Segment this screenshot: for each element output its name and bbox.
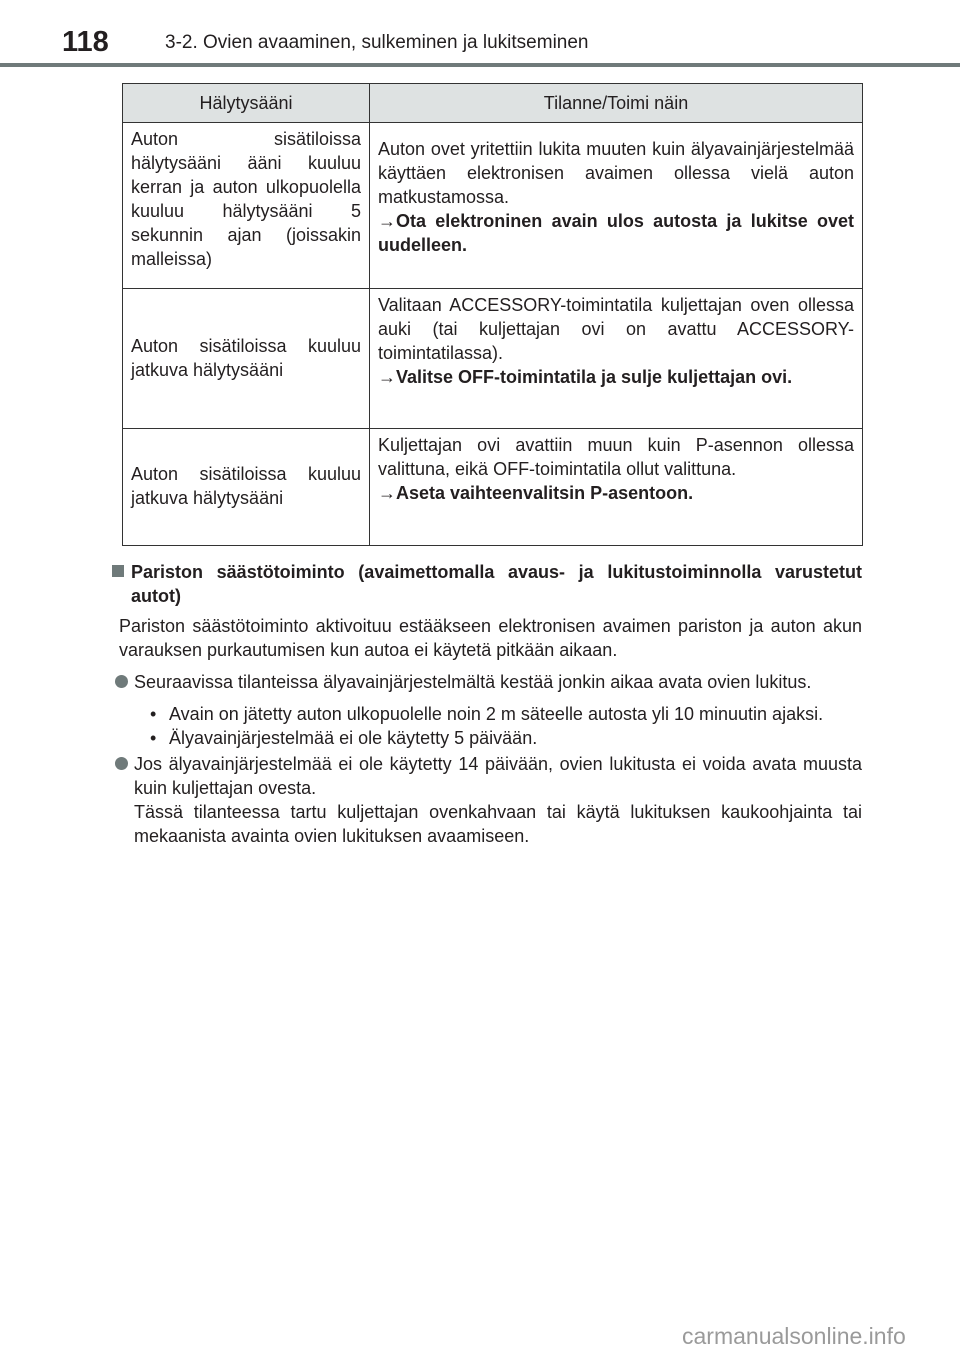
action-text: →Valitse OFF-toimintatila ja sulje kuljettajan ovi. bbox=[378, 367, 793, 387]
watermark: carmanualsonline.info bbox=[682, 1323, 906, 1349]
sub-bullet-text: Avain on jätetty auton ulkopuolelle noin 2 m säteelle autosta yli 10 minuutin ajaksi. bbox=[169, 704, 824, 724]
action-text: →Aseta vaihteenvalitsin P-asentoon. bbox=[378, 483, 694, 503]
section-intro: Pariston säästötoiminto aktivoituu estääkseen elektronisen avaimen pariston ja auton akun varauksen purkautumisen kun autoa ei käytetä pitkään aikaan. bbox=[119, 616, 862, 660]
sub-bullet-item bbox=[150, 726, 862, 750]
bullet-text: Seuraavissa tilanteissa älyavainjärjestelmältä kestää jonkin aikaa avata ovien lukitus. bbox=[134, 672, 812, 692]
bullet-item bbox=[134, 752, 862, 848]
alarm-table bbox=[122, 83, 863, 546]
circle-bullet-icon bbox=[115, 675, 128, 688]
sound-cell: Auton sisätiloissa kuuluu jatkuva hälytysääni bbox=[123, 429, 370, 546]
table-row bbox=[123, 123, 863, 289]
square-bullet-icon bbox=[112, 565, 124, 577]
sub-bullet-item bbox=[150, 702, 862, 726]
action-text: →Ota elektroninen avain ulos autosta ja lukitse ovet uudelleen. bbox=[378, 211, 854, 255]
bullet-text: Tässä tilanteessa tartu kuljettajan ovenkahvaan tai käytä lukituksen kaukoohjainta tai mekaanista avainta ovien lukituksen avaamiseen. bbox=[134, 802, 862, 846]
dot-bullet-icon: • bbox=[150, 704, 157, 724]
situation-cell bbox=[370, 123, 863, 289]
situation-text: Auton ovet yritettiin lukita muuten kuin älyavainjärjestelmää käyttäen elektronisen avaimen ollessa vielä auton matkustamossa. bbox=[378, 139, 854, 207]
table-header bbox=[123, 84, 863, 123]
table-row bbox=[123, 429, 863, 546]
situation-text: Valitaan ACCESSORY-toimintatila kuljettajan oven ollessa auki (tai kuljettajan ovi on avattu ACCESSORY-toimintatilassa). bbox=[378, 295, 854, 363]
bullet-item bbox=[134, 670, 862, 694]
sound-cell: Auton sisätiloissa hälytysääni ääni kuuluu kerran ja auton ulkopuolella kuuluu hälytysääni 5 sekunnin ajan (joissakin malleissa) bbox=[123, 123, 370, 289]
sound-cell: Auton sisätiloissa kuuluu jatkuva hälytysääni bbox=[123, 289, 370, 429]
situation-cell bbox=[370, 289, 863, 429]
section-heading: Pariston säästötoiminto (avaimettomalla avaus- ja lukitustoiminnolla varustetut autot) bbox=[131, 562, 862, 606]
header-situation: Tilanne/Toimi näin bbox=[370, 84, 863, 123]
situation-cell bbox=[370, 429, 863, 546]
circle-bullet-icon bbox=[115, 757, 128, 770]
table-row bbox=[123, 289, 863, 429]
sub-bullet-text: Älyavainjärjestelmää ei ole käytetty 5 päivään. bbox=[169, 728, 538, 748]
dot-bullet-icon: • bbox=[150, 728, 157, 748]
page-number: 118 bbox=[62, 26, 109, 58]
header-rule bbox=[0, 63, 960, 67]
situation-text: Kuljettajan ovi avattiin muun kuin P-asennon ollessa valittuna, eikä OFF-toimintatila ollut valittuna. bbox=[378, 435, 854, 479]
bullet-text: Jos älyavainjärjestelmää ei ole käytetty 14 päivään, ovien lukitusta ei voida avata muusta kuin kuljettajan ovesta. bbox=[134, 754, 862, 798]
chapter-title: 3-2. Ovien avaaminen, sulkeminen ja lukitseminen bbox=[165, 32, 589, 53]
header-sound: Hälytysääni bbox=[123, 84, 370, 123]
battery-saving-section bbox=[112, 560, 862, 848]
